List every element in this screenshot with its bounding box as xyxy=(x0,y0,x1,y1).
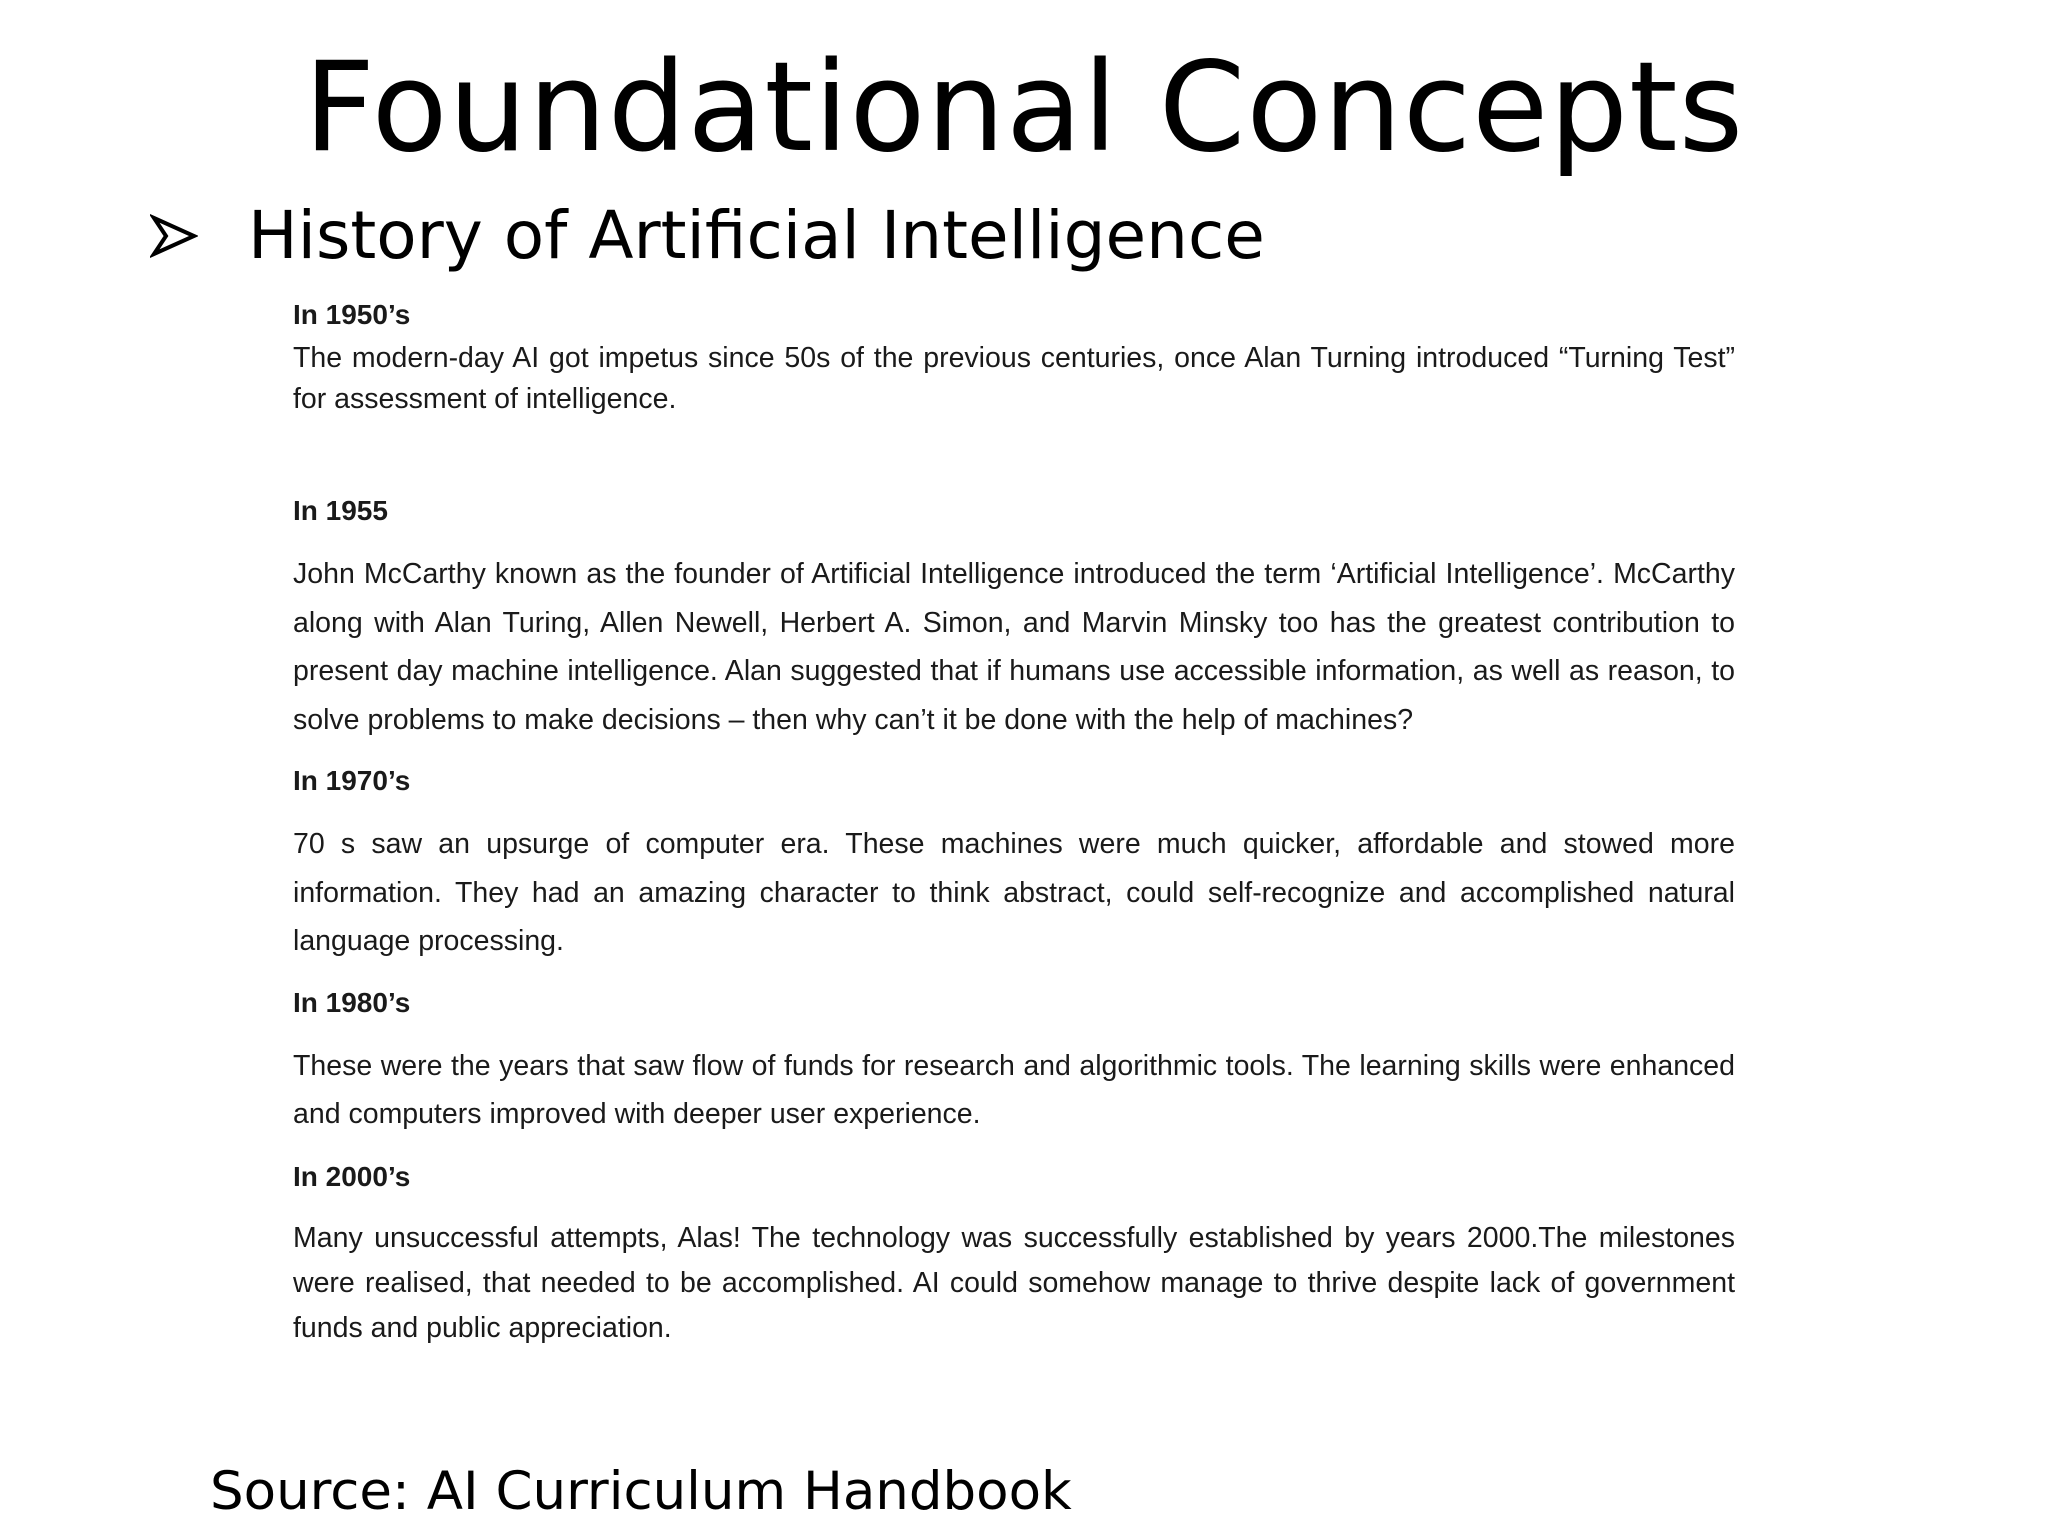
section-text: These were the years that saw flow of funds for research and algorithmic tools. The learning skills were enhanced and computers improved with deeper user experience. xyxy=(293,1049,1735,1130)
section-text: John McCarthy known as the founder of Artificial Intelligence introduced the term ‘Artificial Intelligence’. McCarthy along with Alan Turing, Allen Newell, Herbert A. Simon, and Marvin Minsky too has the greatest contribution to present day machine intelligence. Alan suggested that if humans use accessible information, as well as reason, to solve problems to make decisions – then why can’t it be done with the help of machines? xyxy=(293,558,1735,736)
source-citation: Source: AI Curriculum Handbook xyxy=(210,1461,1072,1522)
section-heading: In 2000’s xyxy=(293,1160,411,1192)
section-1950s xyxy=(293,298,1735,420)
section-heading: In 1970’s xyxy=(293,765,411,796)
section-1980s xyxy=(293,986,1735,1138)
section-text: The modern-day AI got impetus since 50s of the previous centuries, once Alan Turning introduced “Turning Test” for assessment of intelligence. xyxy=(293,342,1735,415)
history-excerpt xyxy=(293,298,1735,1351)
section-1955 xyxy=(293,494,1735,744)
section-text: 70 s saw an upsurge of computer era. These machines were much quicker, affordable and stowed more information. They had an amazing character to think abstract, could self-recognize and accomplished natural language processing. xyxy=(293,828,1735,957)
section-heading: In 1950’s xyxy=(293,299,411,330)
section-heading: In 1980’s xyxy=(293,986,411,1018)
section-text: Many unsuccessful attempts, Alas! The technology was successfully established by years 2000.The milestones were realised, that needed to be accomplished. AI could somehow manage to thrive despite lack of government funds and public appreciation. xyxy=(293,1221,1735,1344)
section-heading: In 1955 xyxy=(293,495,388,526)
bullet-subtitle: History of Artificial Intelligence xyxy=(248,197,1265,274)
section-1970s xyxy=(293,764,1735,966)
section-2000s xyxy=(293,1160,1735,1351)
arrowhead-bullet-icon xyxy=(150,212,198,260)
bullet-point xyxy=(150,196,1265,276)
slide-title: Foundational Concepts xyxy=(303,36,1745,180)
